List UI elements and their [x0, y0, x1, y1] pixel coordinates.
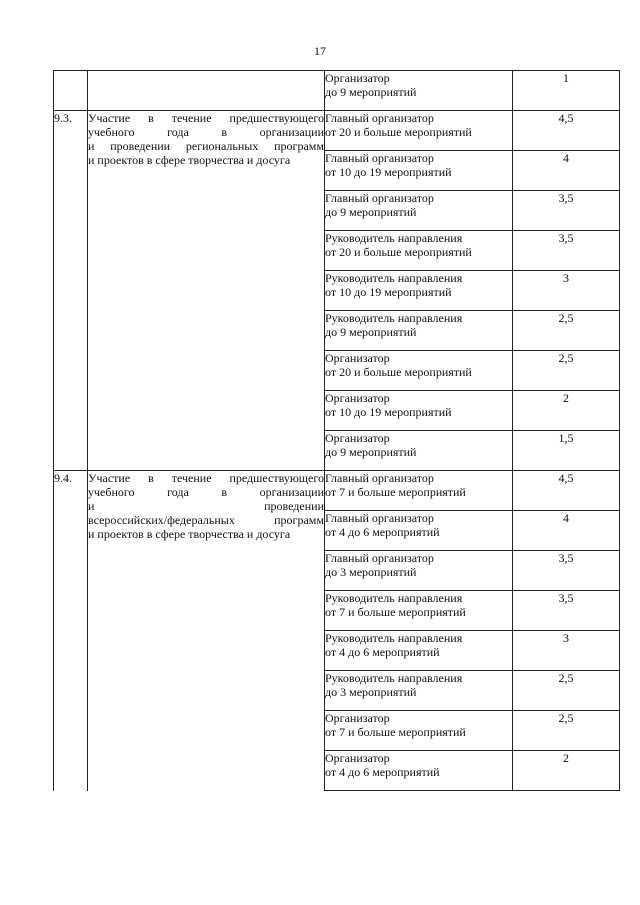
role-cell [325, 751, 513, 791]
criterion-description [88, 471, 325, 791]
description-line: Участие в течение предшествующего [88, 111, 324, 125]
score-cell: 2,5 [513, 351, 620, 391]
description-line: всероссийских/федеральных программ [88, 513, 324, 527]
description-line: Участие в течение предшествующего [88, 471, 324, 485]
role-title: Главный организатор [325, 191, 434, 205]
role-range: от 10 до 19 мероприятий [325, 405, 452, 419]
role-range: от 4 до 6 мероприятий [325, 765, 440, 779]
role-cell [325, 351, 513, 391]
score-cell: 3,5 [513, 591, 620, 631]
role-cell [325, 631, 513, 671]
role-range: от 7 и больше мероприятий [325, 605, 466, 619]
section-number: 9.4. [54, 471, 88, 791]
score-cell: 4 [513, 151, 620, 191]
description-line: и проведении [88, 499, 324, 513]
score-cell: 4,5 [513, 111, 620, 151]
role-cell [325, 471, 513, 511]
role-range: до 3 мероприятий [325, 565, 417, 579]
role-title: Главный организатор [325, 471, 434, 485]
role-title: Организатор [325, 391, 390, 405]
role-cell [325, 711, 513, 751]
role-title: Главный организатор [325, 551, 434, 565]
section-number: 9.3. [54, 111, 88, 471]
score-cell: 2,5 [513, 711, 620, 751]
score-cell: 1 [513, 71, 620, 111]
role-range: от 20 и больше мероприятий [325, 245, 472, 259]
role-cell [325, 431, 513, 471]
description-line: и проведении региональных программ [88, 139, 324, 153]
role-range: от 4 до 6 мероприятий [325, 645, 440, 659]
role-cell [325, 671, 513, 711]
score-cell: 3,5 [513, 191, 620, 231]
role-range: до 3 мероприятий [325, 685, 417, 699]
criteria-table-body [54, 71, 620, 791]
role-range: от 7 и больше мероприятий [325, 725, 466, 739]
role-cell [325, 111, 513, 151]
score-cell: 4,5 [513, 471, 620, 511]
role-title: Руководитель направления [325, 271, 463, 285]
role-cell [325, 391, 513, 431]
score-cell: 3 [513, 631, 620, 671]
role-title: Главный организатор [325, 511, 434, 525]
role-cell [325, 591, 513, 631]
score-cell: 3 [513, 271, 620, 311]
role-range: до 9 мероприятий [325, 445, 417, 459]
description-line: учебного года в организации [88, 485, 324, 499]
table-row [54, 471, 620, 511]
role-cell [325, 271, 513, 311]
role-range: до 9 мероприятий [325, 85, 417, 99]
role-range: от 10 до 19 мероприятий [325, 165, 452, 179]
criterion-description [88, 111, 325, 471]
role-title: Руководитель направления [325, 311, 463, 325]
score-cell: 2,5 [513, 311, 620, 351]
criterion-description-cell [88, 71, 325, 111]
role-range: от 20 и больше мероприятий [325, 125, 472, 139]
table-row [54, 111, 620, 151]
role-range: от 7 и больше мероприятий [325, 485, 466, 499]
role-range: до 9 мероприятий [325, 205, 417, 219]
role-cell [325, 71, 513, 111]
score-cell: 3,5 [513, 551, 620, 591]
score-cell: 2 [513, 751, 620, 791]
role-title: Организатор [325, 431, 390, 445]
role-cell [325, 231, 513, 271]
score-cell: 4 [513, 511, 620, 551]
role-cell [325, 551, 513, 591]
role-range: от 10 до 19 мероприятий [325, 285, 452, 299]
score-cell: 1,5 [513, 431, 620, 471]
table-row-continued [54, 71, 620, 111]
score-cell: 2 [513, 391, 620, 431]
role-title: Руководитель направления [325, 631, 463, 645]
role-cell [325, 191, 513, 231]
row-number-cell [54, 71, 88, 111]
role-title: Организатор [325, 751, 390, 765]
role-title: Организатор [325, 711, 390, 725]
role-title: Руководитель направления [325, 671, 463, 685]
description-line: и проектов в сфере творчества и досуга [88, 153, 291, 167]
role-title: Руководитель направления [325, 591, 463, 605]
score-cell: 3,5 [513, 231, 620, 271]
page-number: 17 [314, 44, 326, 58]
role-range: от 4 до 6 мероприятий [325, 525, 440, 539]
role-title: Руководитель направления [325, 231, 463, 245]
role-range: до 9 мероприятий [325, 325, 417, 339]
description-line: и проектов в сфере творчества и досуга [88, 527, 291, 541]
score-cell: 2,5 [513, 671, 620, 711]
role-title: Главный организатор [325, 111, 434, 125]
role-title: Организатор [325, 351, 390, 365]
role-cell [325, 311, 513, 351]
role-cell [325, 151, 513, 191]
description-line: учебного года в организации [88, 125, 324, 139]
role-title: Главный организатор [325, 151, 434, 165]
role-range: от 20 и больше мероприятий [325, 365, 472, 379]
criteria-table [53, 70, 620, 791]
role-title: Организатор [325, 71, 390, 85]
role-cell [325, 511, 513, 551]
